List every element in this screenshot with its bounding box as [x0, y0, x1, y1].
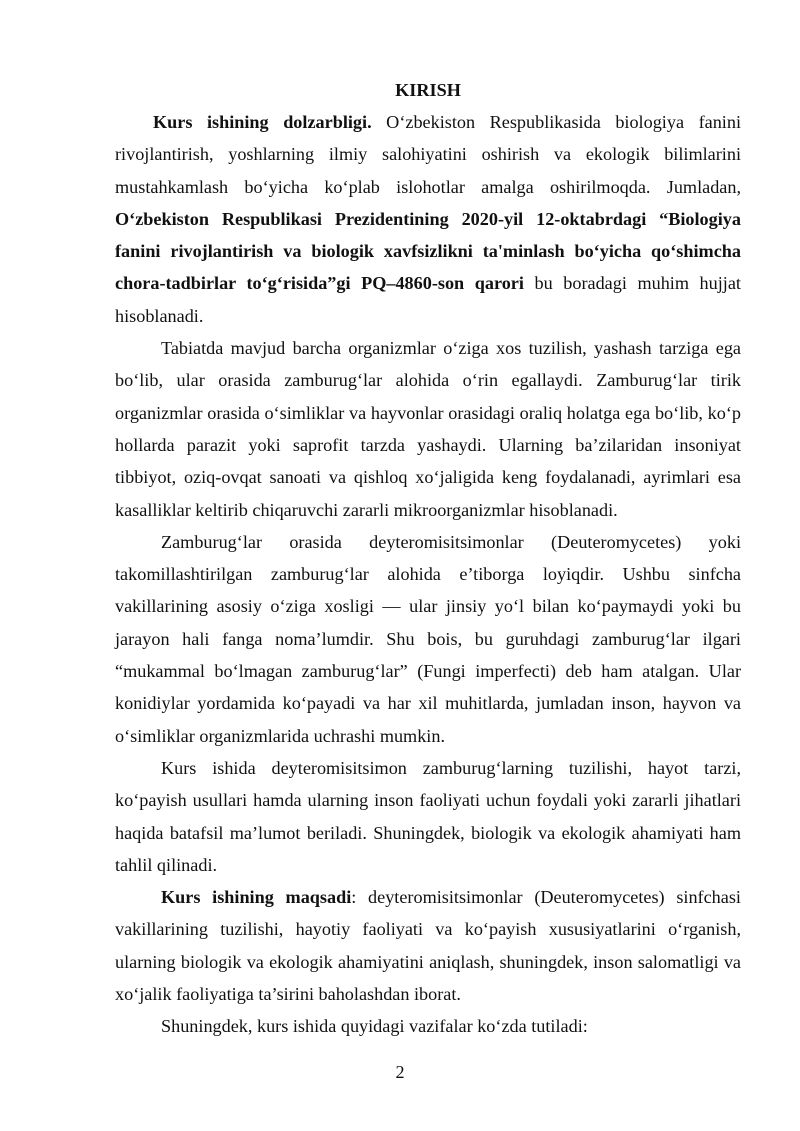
paragraph-goal — [115, 881, 741, 1010]
relevance-text-end: bu boradagi muhim hujjat hisoblanadi. — [115, 273, 741, 326]
goal-text: : deyteromisitsimonlar (Deuteromycetes) sinfchasi vakillarining tuzilishi, hayotiy faoliyati va ko‘payish xususiyatlarini o‘rganish, ularning biologik va ekologik ahamiyatini aniqlash, shuningdek, inson salomatligi va xo‘jalik faoliyatiga ta’sirini baholashdan iborat. — [115, 887, 741, 1005]
paragraph-course-content: Kurs ishida deyteromisitsimon zamburug‘larning tuzilishi, hayot tarzi, ko‘payish usullari hamda ularning inson faoliyati uchun foydali yoki zararli jihatlari haqida batafsil ma’lumot beriladi. Shuningdek, biologik va ekologik ahamiyati ham tahlil qilinadi. — [115, 757, 741, 875]
relevance-lead: Kurs ishining dolzarbligi. — [153, 112, 372, 132]
paragraph-deuteromycetes: Zamburug‘lar orasida deyteromisitsimonlar (Deuteromycetes) yoki takomillashtirilgan zamburug‘lar alohida e’tiborga loyiqdir. Ushbu sinfcha vakillarining asosiy o‘ziga xosligi — ular jinsiy yo‘l bilan ko‘paymaydi yoki bu jarayon hali fanga noma’lumdir. Shu bois, bu guruhdagi zamburug‘lar ilgari “mukammal bo‘lmagan zamburug‘lar” (Fungi imperfecti) deb ham atalgan. Ular konidiylar yordamida ko‘payadi va har xil muhitlarda, jumladan inson, hayvon va o‘simliklar organizmlarida uchrashi mumkin. — [115, 531, 741, 746]
decree-reference: O‘zbekiston Respublikasi Prezidentining 2020-yil 12-oktabrdagi “Biologiya fanini rivojlantirish va biologik xavfsizlikni ta'minlash bo‘yicha qo‘shimcha chora-tadbirlar to‘g‘risida”gi PQ–4860-son qarori — [115, 208, 741, 294]
goal-lead: Kurs ishining maqsadi — [161, 887, 352, 908]
relevance-text-start: O‘zbekiston Respublikasida biologiya fanini rivojlantirish, yoshlarning ilmiy salohiyatini oshirish va ekologik bilimlarini mustahkamlash bo‘yicha ko‘plab islohotlar amalga oshirilmoqda. Jumladan, — [115, 112, 741, 197]
section-heading: KIRISH — [395, 80, 461, 100]
page-number: 2 — [395, 1062, 405, 1082]
paragraph-relevance — [115, 106, 741, 332]
paragraph-fungi-overview: Tabiatda mavjud barcha organizmlar o‘ziga xos tuzilish, yashash tarziga ega bo‘lib, ular orasida zamburug‘lar alohida o‘rin egallaydi. Zamburug‘lar tirik organizmlar orasida o‘simliklar va hayvonlar orasidagi oraliq holatga ega bo‘lib, ko‘p hollarda parazit yoki saprofit tarzda yashaydi. Ularning ba’zilaridan insoniyat tibbiyot, oziq-ovqat sanoati va qishloq xo‘jaligida keng foydalanadi, ayrimlari esa kasalliklar keltirib chiqaruvchi zararli mikroorganizmlar hisoblanadi. — [115, 338, 741, 520]
page-content — [115, 74, 741, 1043]
paragraph-tasks-intro: Shuningdek, kurs ishida quyidagi vazifalar ko‘zda tutiladi: — [161, 1016, 588, 1037]
